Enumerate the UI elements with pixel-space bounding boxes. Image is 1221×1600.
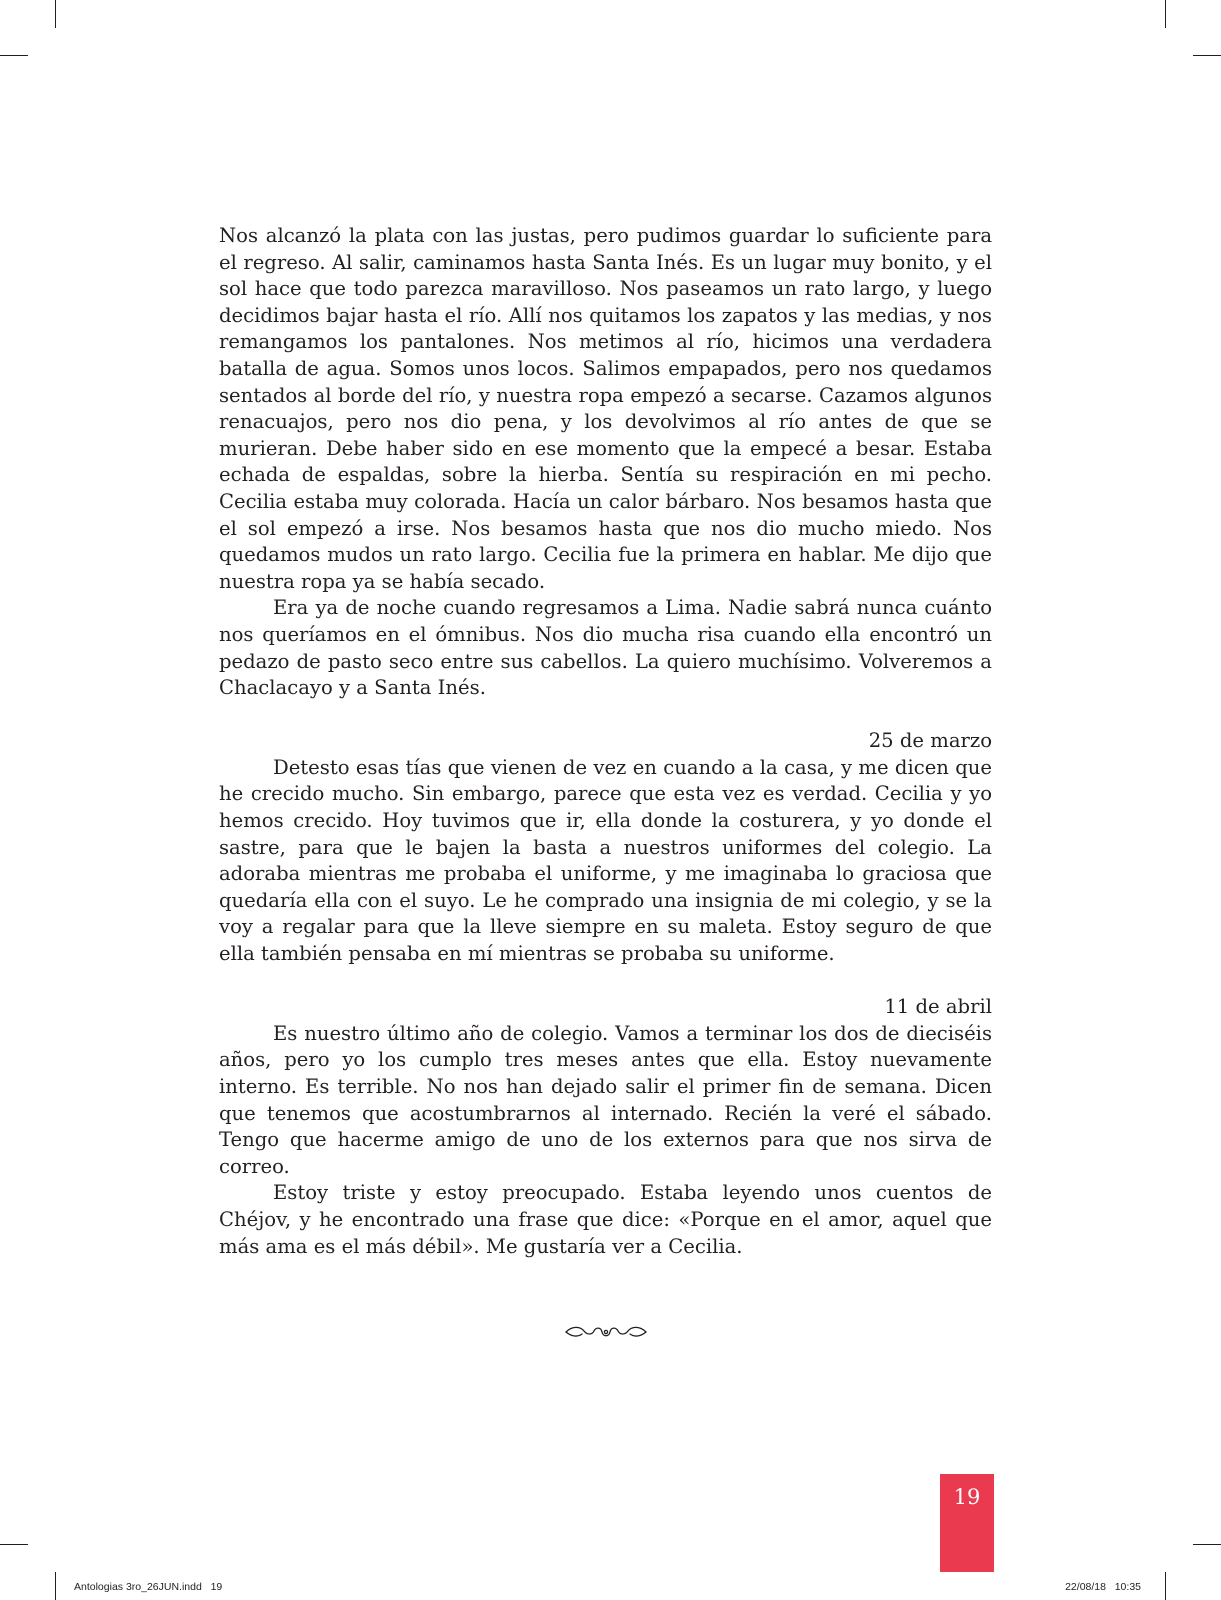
crop-mark-top-right-h <box>1193 55 1221 56</box>
crop-mark-bottom-left <box>55 1572 56 1600</box>
paragraph: Es nuestro último año de colegio. Vamos a terminar los dos de dieciséis años, pero yo los cumplo tres meses antes que ella. Estoy nuevamente interno. Es terrible. No nos han dejado salir el primer fin de semana. Dicen que tenemos que acostumbrarnos al internado. Recién la veré el sábado. Tengo que hacerme amigo de uno de los externos para que nos sirva de correo. <box>219 1021 992 1178</box>
print-slug-filename: Antologias 3ro_26JUN.indd 19 <box>74 1581 223 1593</box>
body-text <box>219 223 992 1260</box>
page-number: 19 <box>953 1485 981 1509</box>
decorative-flourish-icon <box>564 1322 648 1342</box>
crop-mark-bottom-left-h <box>0 1544 28 1545</box>
print-slug-timestamp: 22/08/18 10:35 <box>1065 1581 1141 1593</box>
crop-mark-bottom-right-h <box>1193 1544 1221 1545</box>
paragraph: Era ya de noche cuando regresamos a Lima. Nadie sabrá nunca cuánto nos queríamos en el ómnibus. Nos dio mucha risa cuando ella encontró un pedazo de pasto seco entre sus cabellos. La quiero muchísimo. Volveremos a Chaclacayo y a Santa Inés. <box>219 596 992 700</box>
paragraph: Nos alcanzó la plata con las justas, pero pudimos guardar lo suficiente para el regreso. Al salir, caminamos hasta Santa Inés. Es un lugar muy bonito, y el sol hace que todo parezca maravilloso. Nos paseamos un rato largo, y luego decidimos bajar hasta el río. Allí nos quitamos los zapatos y las medias, y nos remangamos los pantalones. Nos metimos al río, hicimos una verdadera batalla de agua. Somos unos locos. Salimos empapados, pero nos quedamos sentados al borde del río, y nuestra ropa empezó a secarse. Cazamos algunos renacuajos, pero nos dio pena, y los devolvimos al río antes de que se murieran. Debe haber sido en ese momento que la empecé a besar. Estaba echada de espaldas, sobre la hierba. Sentía su respiración en mi pecho. Cecilia estaba muy colorada. Hacía un calor bárbaro. Nos besamos hasta que el sol empezó a irse. Nos besamos hasta que nos dio mucho miedo. Nos quedamos mudos un rato largo. Cecilia fue la primera en hablar. Me dijo que nuestra ropa ya se había secado. <box>219 224 992 593</box>
paragraph: Estoy triste y estoy preocupado. Estaba leyendo unos cuentos de Chéjov, y he encontrado una frase que dice: «Porque en el amor, aquel que más ama es el más débil». Me gustaría ver a Cecilia. <box>219 1181 992 1258</box>
crop-mark-top-left-h <box>0 55 28 56</box>
diary-date: 25 de marzo <box>868 729 992 753</box>
crop-mark-top-right <box>1165 0 1166 28</box>
diary-date: 11 de abril <box>884 995 992 1019</box>
crop-mark-bottom-right <box>1165 1572 1166 1600</box>
page-number-tab <box>940 1474 994 1572</box>
crop-mark-top-left <box>55 0 56 28</box>
paragraph: Detesto esas tías que vienen de vez en cuando a la casa, y me dicen que he crecido mucho. Sin embargo, parece que esta vez es verdad. Cecilia y yo hemos crecido. Hoy tuvimos que ir, ella donde la costurera, y yo donde el sastre, para que le bajen la basta a nuestros uniformes del colegio. La adoraba mientras me probaba el uniforme, y me imaginaba lo graciosa que quedaría ella con el suyo. Le he comprado una insignia de mi colegio, y se la voy a regalar para que la lleve siempre en su maleta. Estoy seguro de que ella también pensaba en mí mientras se probaba su uniforme. <box>219 755 992 966</box>
